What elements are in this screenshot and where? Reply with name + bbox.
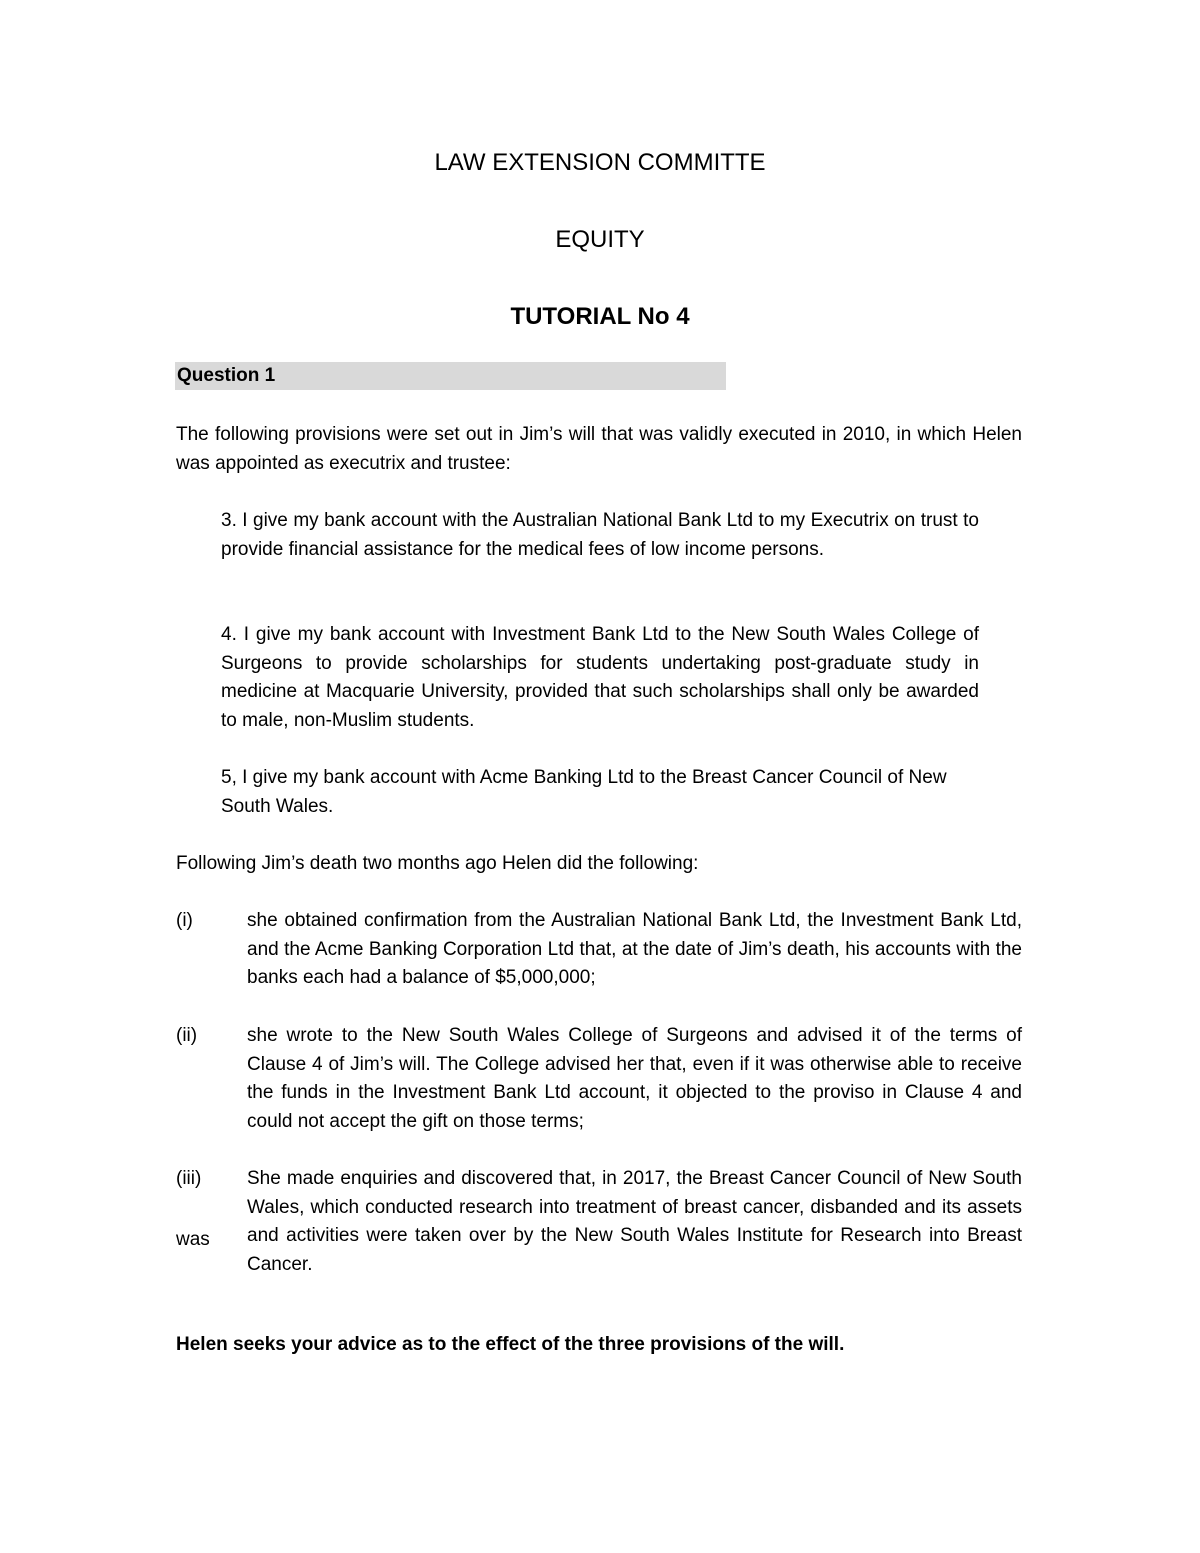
will-clause-3: 3. I give my bank account with the Australian National Bank Ltd to my Executrix on trust to provide financial assistance for the medical fees of low income persons. — [221, 510, 979, 560]
list-item-text: she obtained confirmation from the Australian National Bank Ltd, the Investment Bank Ltd, and the Acme Banking Corporation Ltd that, at the date of Jim’s death, his accounts with the banks each had a balance of $5,000,000; — [247, 910, 1022, 989]
stray-word: was — [176, 1229, 210, 1250]
question-heading-bar — [175, 362, 726, 390]
subject-heading: EQUITY — [555, 226, 645, 253]
closing-question: Helen seeks your advice as to the effect of the three provisions of the will. — [176, 1334, 845, 1355]
list-marker: (i) — [176, 910, 193, 931]
list-item-text: she wrote to the New South Wales College of Surgeons and advised it of the terms of Clause 4 of Jim’s will. The College advised her that, even if it was otherwise able to receive the funds in the Investment Bank Ltd account, it objected to the proviso in Clause 4 and could not accept the gift on those terms; — [247, 1025, 1022, 1132]
question-label: Question 1 — [177, 365, 276, 386]
committee-heading: LAW EXTENSION COMMITTE — [434, 149, 766, 176]
tutorial-heading: TUTORIAL No 4 — [510, 303, 690, 330]
list-item-text: She made enquiries and discovered that, in 2017, the Breast Cancer Council of New South Wales, which conducted research into treatment of breast cancer, disbanded and its assets and activities were taken over by the New South Wales Institute for Research into Breast Cancer. — [247, 1168, 1022, 1275]
list-marker: (iii) — [176, 1168, 202, 1189]
will-clause-4: 4. I give my bank account with Investment Bank Ltd to the New South Wales College of Surgeons to provide scholarships for students undertaking post-graduate study in medicine at Macquarie University, provided that such scholarships shall only be awarded to male, non-Muslim students. — [221, 624, 979, 731]
intro-paragraph: The following provisions were set out in Jim’s will that was validly executed in 2010, in which Helen was appointed as executrix and trustee: — [176, 424, 1022, 474]
will-clause-5: 5, I give my bank account with Acme Banking Ltd to the Breast Cancer Council of New South Wales. — [221, 767, 947, 817]
list-marker: (ii) — [176, 1025, 198, 1046]
following-paragraph: Following Jim’s death two months ago Helen did the following: — [176, 853, 699, 874]
